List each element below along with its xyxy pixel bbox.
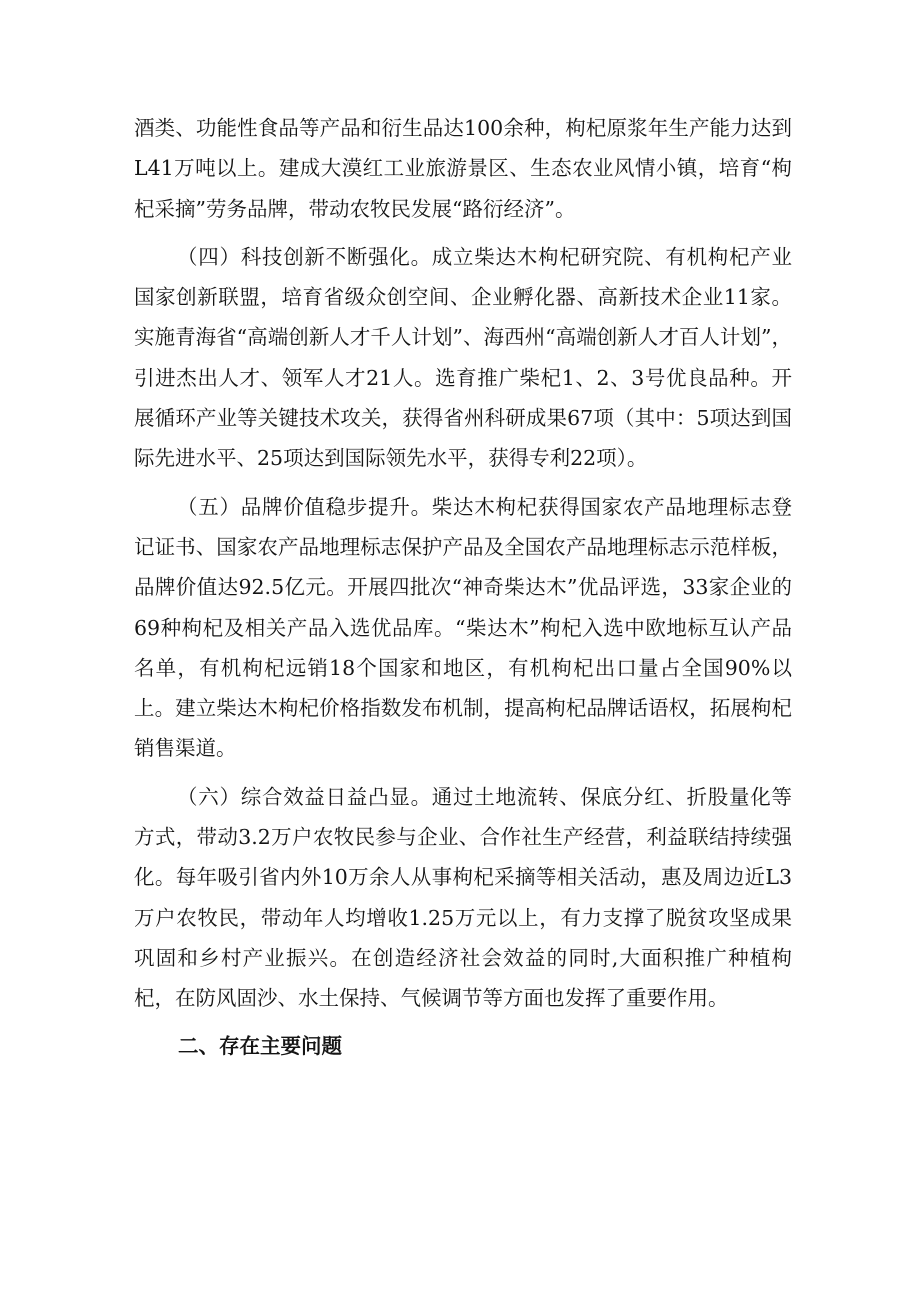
paragraph-brand-value: （五）品牌价值稳步提升。柴达木枸杞获得国家农产品地理标志登记证书、国家农产品地理标志保护产品及全国农产品地理标志示范样板，品牌价值达92.5亿元。开展四批次“神奇柴达木”优品评选，33家企业的69种枸杞及相关产品入选优品库。“柴达木”枸杞入选中欧地标互认产品名单，有机枸杞远销18个国家和地区，有机枸杞出口量占全国90%以上。建立柴达木枸杞价格指数发布机制，提高枸杞品牌话语权，拓展枸杞销售渠道。 [134, 494, 792, 761]
paragraph-comprehensive-benefits: （六）综合效益日益凸显。通过土地流转、保底分红、折股量化等方式，带动3.2万户农牧民参与企业、合作社生产经营，利益联结持续强化。每年吸引省内外10万余人从事枸杞采摘等相关活动，惠及周边近L3万户农牧民，带动年人均增收1.25万元以上，有力支撑了脱贫攻坚成果巩固和乡村产业振兴。在创造经济社会效益的同时,大面积推广种植枸杞，在防风固沙、水土保持、气候调节等方面也发挥了重要作用。 [134, 784, 792, 1011]
section-heading: 二、存在主要问题 [178, 1033, 342, 1058]
paragraph-continuation: 酒类、功能性食品等产品和衍生品达100余种，枸杞原浆年生产能力达到L41万吨以上。建成大漠红工业旅游景区、生态农业风情小镇，培育“枸杞采摘”劳务品牌，带动农牧民发展“路衍经济”。 [134, 116, 792, 221]
paragraph-tech-innovation: （四）科技创新不断强化。成立柴达木枸杞研究院、有机枸杞产业国家创新联盟，培育省级众创空间、企业孵化器、高新技术企业11家。实施青海省“高端创新人才千人计划”、海西州“高端创新人才百人计划”，引进杰出人才、领军人才21人。选育推广柴杞1、2、3号优良品种。开展循环产业等关键技术攻关，获得省州科研成果67项（其中：5项达到国际先进水平、25项达到国际领先水平，获得专利22项）。 [134, 244, 792, 471]
